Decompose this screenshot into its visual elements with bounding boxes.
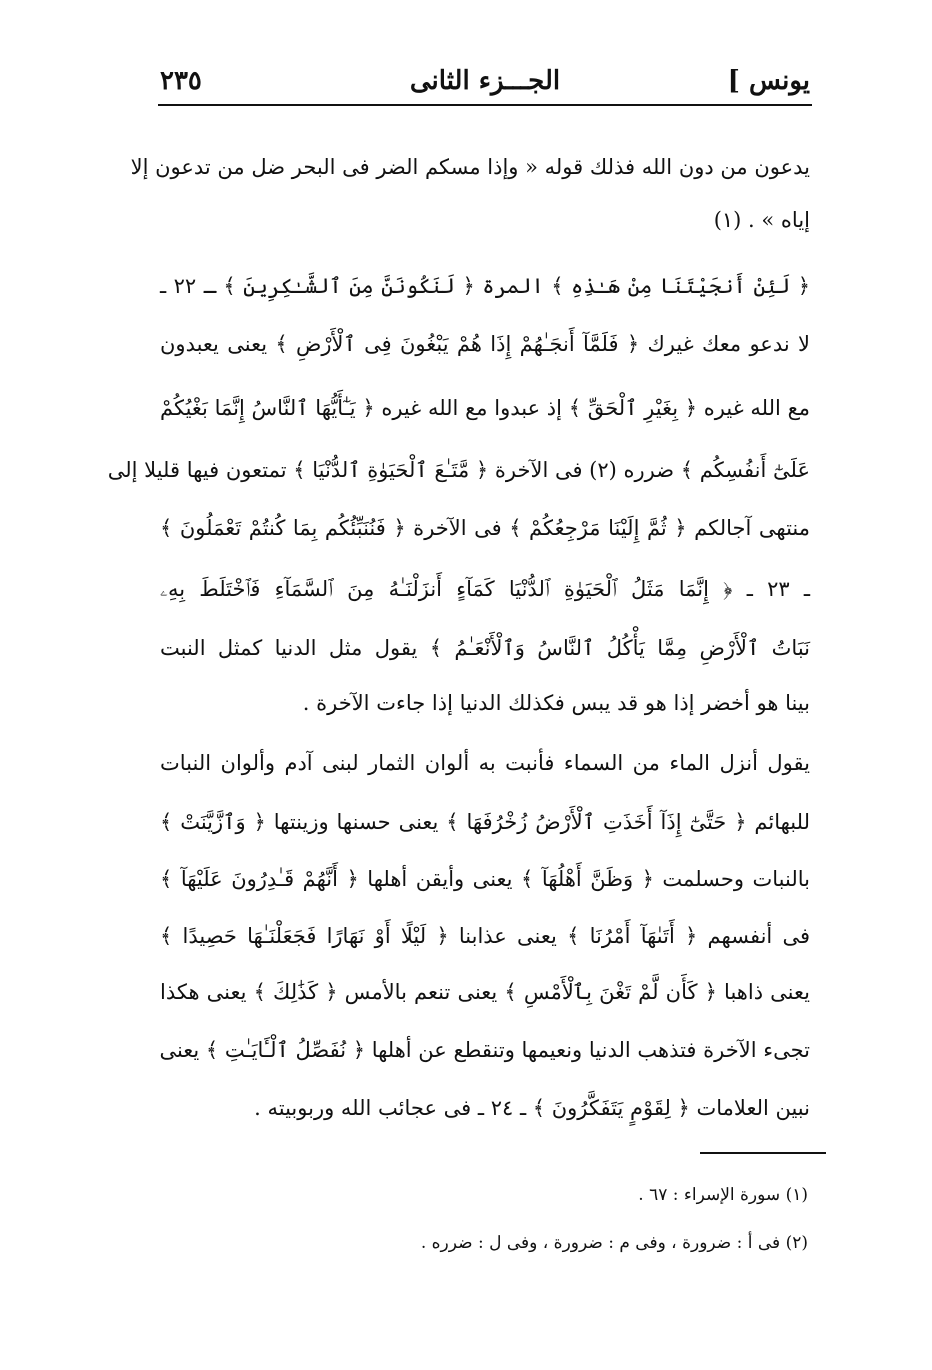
header-chapter: يونس ] bbox=[727, 66, 810, 96]
text-line: بالنبات وحسلمت ﴿ وَظَنَّ أَهْلُهَآ ﴾ يعنى وأيقن أهلها ﴿ أَنَّهُمْ قَـٰدِرُونَ عَلَيْهَآ ﴾ bbox=[160, 867, 810, 891]
text-line: مع الله غيره ﴿ بِغَيْرِ ٱلْحَقِّ ﴾ إذ عبدوا مع الله غيره ﴿ يَـٰٓأَيُّهَا ٱلنَّاسُ إِنَّمَا بَغْيُكُمْ bbox=[160, 396, 810, 420]
text-line: نَبَاتُ ٱلْأَرْضِ مِمَّا يَأْكُلُ ٱلنَّاسُ وَٱلْأَنْعَـٰمُ ﴾ يقول مثل الدنيا كمثل النبت bbox=[160, 636, 810, 660]
text-line: عَلَىٰٓ أَنفُسِكُم ﴾ ضرره (٢) فى الآخرة ﴿ مَّتَـٰعَ ٱلْحَيَوٰةِ ٱلدُّنْيَا ﴾ تمتعون فيها قليلا إلى bbox=[107, 458, 810, 482]
page-number: ٢٣٥ bbox=[160, 66, 202, 96]
header-part-title: الجـــزء الثانى bbox=[409, 66, 561, 96]
text-line: تجىء الآخرة فتذهب الدنيا ونعيمها وتنقطع عن أهلها ﴿ نُفَصِّلُ ٱلْـَٔايَـٰتِ ﴾ يعنى bbox=[159, 1038, 810, 1062]
footnote-separator bbox=[700, 1152, 826, 1154]
text-line: ـ ٢٣ ـ ﴿ إِنَّمَا مَثَلُ ٱلْحَيَوٰةِ ٱلدُّنْيَا كَمَآءٍ أَنزَلْنَـٰهُ مِنَ ٱلسَّمَآءِ فَٱخْتَلَطَ بِهِۦ bbox=[160, 577, 811, 601]
text-line: فى أنفسهم ﴿ أَتَىٰهَآ أَمْرُنَا ﴾ يعنى عذابنا ﴿ لَيْلًا أَوْ نَهَارًا فَجَعَلْنَـٰهَا حَصِيدًا ﴾ bbox=[160, 924, 810, 948]
text-line: إياه » . (١) bbox=[713, 208, 810, 232]
text-line: يقول أنزل الماء من السماء فأنبت به ألوان الثمار لبنى آدم وألوان النبات bbox=[160, 751, 810, 775]
text-line: نبين العلامات ﴿ لِقَوْمٍ يَتَفَكَّرُونَ ﴾ ـ ٢٤ ـ فى عجائب الله وربوبيته . bbox=[254, 1096, 810, 1120]
footnote: (٢) فى أ : ضرورة ، وفى م : ضرورة ، وفى ل : ضرره . bbox=[420, 1233, 808, 1253]
text-line: بينا هو أخضر إذا هو قد يبس فكذلك الدنيا إذا جاءت الآخرة . bbox=[302, 691, 810, 715]
text-line: ﴿ لَئِنْ أَنجَيْتَنَا مِنْ هَـٰذِهِ ﴾ المرة ﴿ لَنَكُونَنَّ مِنَ ٱلشَّـٰكِرِينَ ﴾ ـ ٢٢ ـ bbox=[160, 274, 811, 298]
footnote: (١) سورة الإسراء : ٦٧ . bbox=[638, 1185, 808, 1205]
text-line: للبهائم ﴿ حَتَّىٰٓ إِذَآ أَخَذَتِ ٱلْأَرْضُ زُخْرُفَهَا ﴾ يعنى حسنها وزينتها ﴿ وَٱزَّيَّنَتْ ﴾ bbox=[160, 810, 810, 834]
running-header bbox=[160, 58, 810, 104]
header-rule bbox=[158, 104, 812, 106]
text-line: لا ندعو معك غيرك ﴿ فَلَمَّآ أَنجَـٰهُمْ إِذَا هُمْ يَبْغُونَ فِى ٱلْأَرْضِ ﴾ يعنى يعبدون bbox=[160, 332, 810, 356]
text-line: منتهى آجالكم ﴿ ثُمَّ إِلَيْنَا مَرْجِعُكُمْ ﴾ فى الآخرة ﴿ فَنُنَبِّئُكُم بِمَا كُنتُمْ تَعْمَلُونَ ﴾ bbox=[160, 516, 810, 540]
text-line: يعنى ذاهبا ﴿ كَأَن لَّمْ تَغْنَ بِٱلْأَمْسِ ﴾ يعنى تنعم بالأمس ﴿ كَذَٰلِكَ ﴾ يعنى هكذا bbox=[160, 980, 810, 1004]
text-line: يدعون من دون الله فذلك قوله « وإذا مسكم الضر فى البحر ضل من تدعون إلا bbox=[130, 155, 810, 179]
